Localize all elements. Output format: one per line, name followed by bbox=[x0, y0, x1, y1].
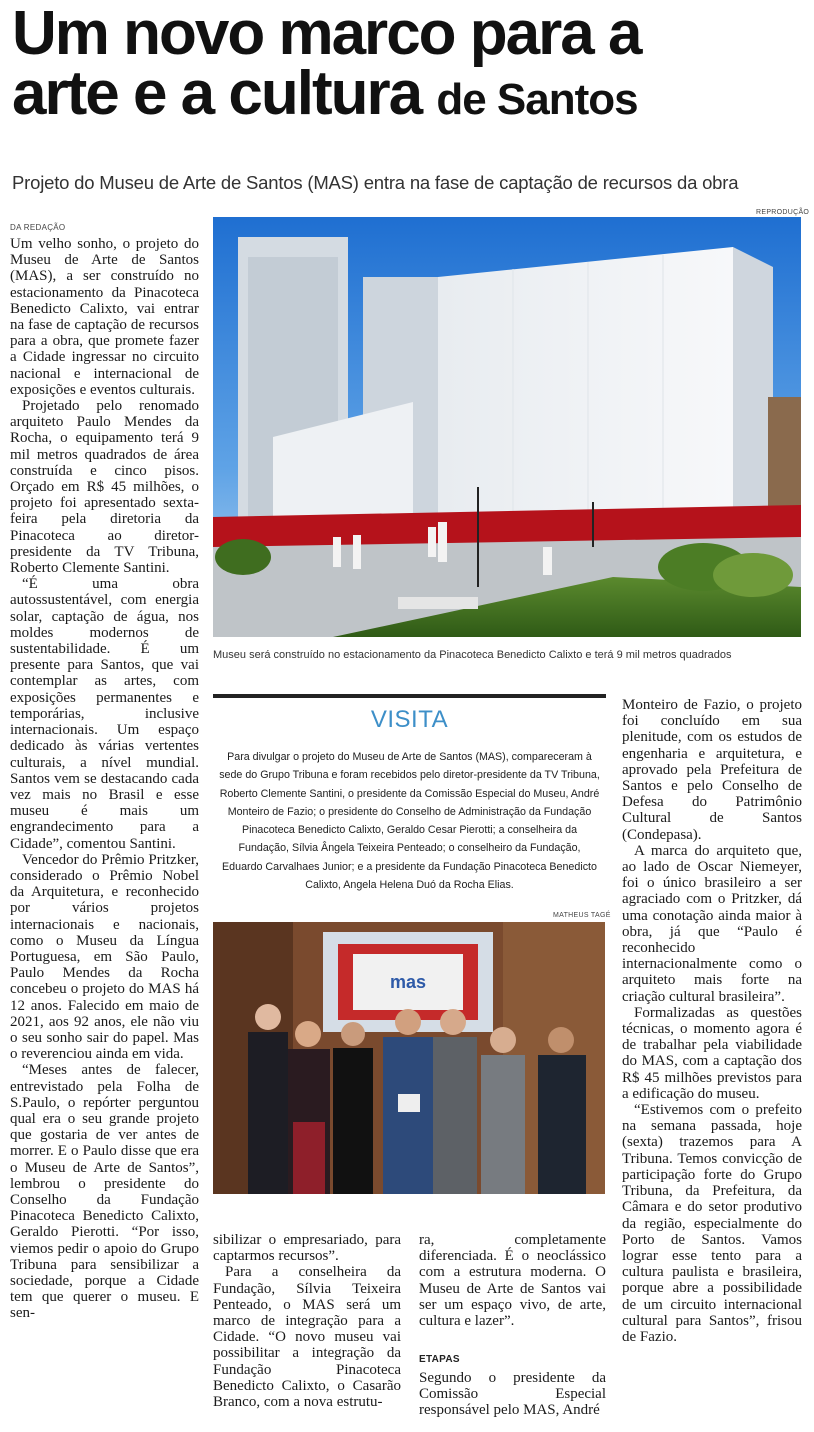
headline-line-2-main: arte e a cultura bbox=[12, 59, 422, 128]
article-column-4 bbox=[622, 697, 802, 1426]
etapas-subhead: ETAPAS bbox=[419, 1354, 460, 1365]
photo2-credit: MATHEUS TAGÉ bbox=[553, 912, 611, 919]
visita-rule bbox=[213, 694, 606, 698]
col1-paragraph-2: Projetado pelo renomado arquiteto Paulo Mendes da Rocha, o equipamento terá 9 mil metros quadrados de área construída e cinco pisos. Orçado em R$ 45 milhões, o projeto foi apresentado sexta-feira pela diretoria da Pinacoteca ao diretor-presidente da TV Tribuna, Roberto Clemente Santini. bbox=[10, 398, 199, 577]
col4-paragraph-1: Monteiro de Fazio, o projeto foi concluído em sua plenitude, com os estudos de engenharia e arquitetura, e aprovado pela Prefeitura de Santos e pelo Conselho de Defesa do Patrimônio Cultural de Santos (Condepasa). bbox=[622, 697, 802, 843]
subheadline: Projeto do Museu de Arte de Santos (MAS) entra na fase de captação de recursos da obra bbox=[12, 172, 739, 193]
article-column-1 bbox=[10, 236, 199, 1426]
museum-rendering-illustration bbox=[213, 217, 801, 637]
headline bbox=[12, 0, 812, 130]
group-photo bbox=[213, 922, 605, 1194]
headline-line-1: Um novo marco para a bbox=[12, 0, 641, 68]
col4-paragraph-4: “Estivemos com o prefeito na semana passada, hoje (sexta) trazemos para A Tribuna. Temos convicção de participação forte do Grupo Tribuna, da Prefeitura, da Câmara e do setor produtivo da região, especialmente do Porto de Santos. Vamos lograr esse tento para a cultura paulista e brasileira, porque abre a possibilidade de um circuito internacional cultural para Santos”, frisou de Fazio. bbox=[622, 1102, 802, 1345]
visita-text: Para divulgar o projeto do Museu de Arte de Santos (MAS), compareceram à sede do Grupo Tribuna e foram recebidos pelo diretor-presidente da TV Tribuna, Roberto Clemente Santini, o presidente da Comissão Especial do Museu, André Monteiro de Fazio; o presidente do Conselho de Administração da Fundação Pinacoteca Benedicto Calixto, Geraldo Cesar Pierotti; a conselheira da Fundação, Sílvia Ângela Teixeira Penteado; o conselheiro da Fundação, Eduardo Carvalhaes Junior; e a presidente da Fundação Pinacoteca Benedicto Calixto, Angela Helena Duó da Rocha Elias. bbox=[219, 751, 600, 892]
col1-paragraph-3: “É uma obra autossustentável, com energia solar, captação de água, nos moldes modernos de sustentabilidade. É um presente para Santos, que vai contemplar as artes, com exposições permanentes e temporárias, inclusive internacionais. Um espaço dedicado às várias vertentes culturais, a nível mundial. Santos vem se destacando cada vez mais no Brasil e esse museu é mais um engrandecimento para a Cidade”, comentou Santini. bbox=[10, 576, 199, 852]
col4-paragraph-3: Formalizadas as questões técnicas, o momento agora é de trabalhar pela viabilidade do MAS, com a captação dos R$ 45 milhões previstos para a edificação do museu. bbox=[622, 1004, 802, 1102]
col1-paragraph-4: Vencedor do Prêmio Pritzker, considerado o Prêmio Nobel da Arquitetura, e reconhecido por vários projetos internacionais e nacionais, como o Museu da Língua Portuguesa, em São Paulo, Paulo Mendes da Rocha concebeu o projeto do MAS há 12 anos. Falecido em maio de 2021, aos 92 anos, ele não viu o seu sonho sair do papel. Mas o reverenciou ainda em vida. bbox=[10, 851, 199, 1063]
screen-logo-text: mas bbox=[389, 972, 427, 992]
col3-paragraph-2: Segundo o presidente da Comissão Especial responsável pelo MAS, André bbox=[419, 1370, 606, 1419]
col1-paragraph-5: “Meses antes de falecer, entrevistado pela Folha de S.Paulo, o repórter perguntou qual era o seu grande projeto que gostaria de ver antes de morrer. E o Paulo disse que era o Museu de Arte de Santos”, lembrou o presidente do Conselho da Fundação Pinacoteca Benedicto Calixto, Geraldo Pierotti. “Por isso, viemos pedir o apoio do Grupo Tribuna para sensibilizar a sociedade, porque a Cidade tem que querer o museu. E sen- bbox=[10, 1062, 199, 1322]
group-photo-illustration bbox=[213, 922, 605, 1194]
museum-rendering-photo bbox=[213, 217, 801, 637]
photo1-credit: REPRODUÇÃO bbox=[756, 209, 810, 216]
article-column-3 bbox=[419, 1232, 606, 1348]
article-column-3b bbox=[419, 1370, 606, 1426]
article-column-2 bbox=[213, 1232, 401, 1426]
col4-paragraph-2: A marca do arquiteto que, ao lado de Oscar Niemeyer, foi o único brasileiro a ser agraciado com o Pritzker, dá uma conotação ainda maior à obra, já que “Paulo é reconhecido internacionalmente como o arquiteto mais forte na criação cultural brasileira”. bbox=[622, 842, 802, 1005]
col2-paragraph-2: Para a conselheira da Fundação, Sílvia Teixeira Penteado, o MAS será um marco de integração para a Cidade. “O novo museu vai possibilitar a integração da Fundação Pinacoteca Benedicto Calixto, o Casarão Branco, com a nova estrutu- bbox=[213, 1264, 401, 1411]
col2-paragraph-1: sibilizar o empresariado, para captarmos recursos”. bbox=[213, 1232, 401, 1265]
headline-line-2 bbox=[12, 59, 812, 130]
photo1-caption: Museu será construído no estacionamento da Pinacoteca Benedicto Calixto e terá 9 mil metros quadrados bbox=[213, 649, 732, 661]
byline: DA REDAÇÃO bbox=[10, 223, 66, 232]
col1-paragraph-1: Um velho sonho, o projeto do Museu de Arte de Santos (MAS), a ser construído no estacionamento da Pinacoteca Benedicto Calixto, vai entrar na fase de captação de recursos para a obra, que promete fazer a Cidade ingressar no circuito nacional e internacional de exposições e eventos culturais. bbox=[10, 236, 199, 398]
col3-paragraph-1: ra, completamente diferenciada. É o neoclássico com a estrutura moderna. O Museu de Arte de Santos vai ser um espaço vivo, de arte, cultura e lazer”. bbox=[419, 1232, 606, 1330]
headline-line-2-small: de Santos bbox=[436, 75, 638, 124]
visita-title: VISITA bbox=[370, 706, 449, 733]
